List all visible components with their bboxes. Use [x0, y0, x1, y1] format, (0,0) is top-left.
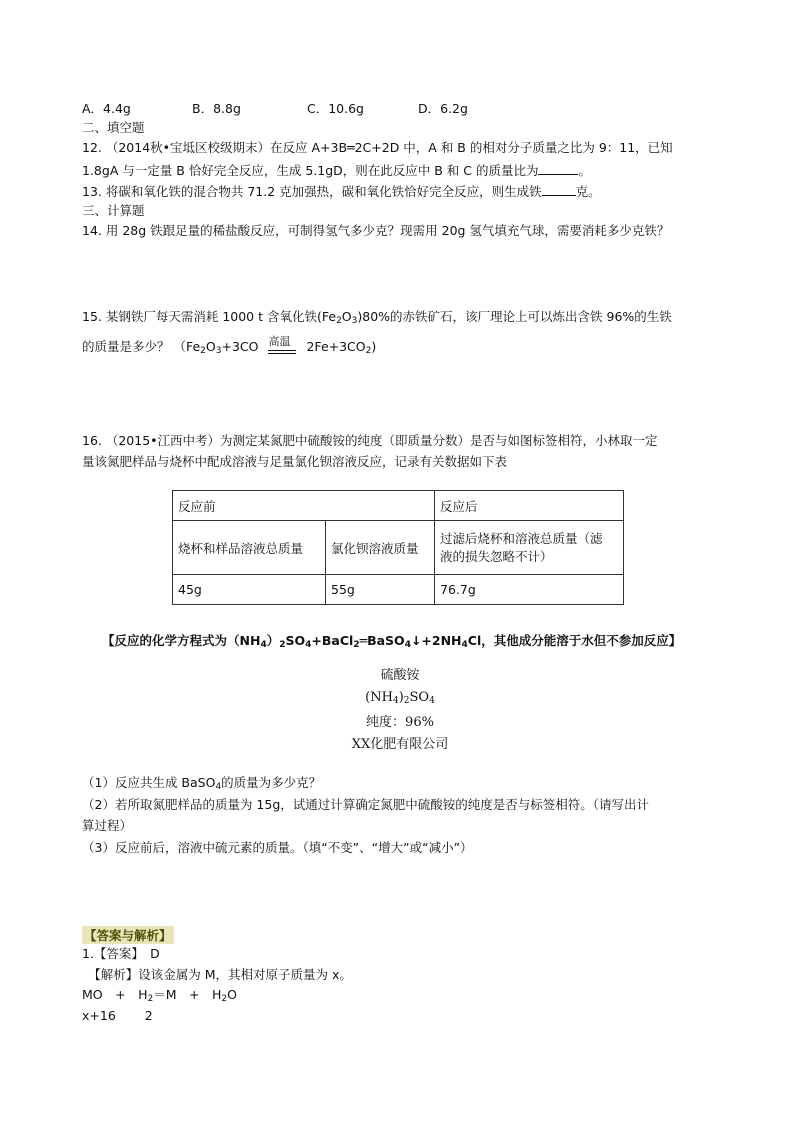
condition-bar [268, 350, 296, 351]
q12-end: 。 [578, 163, 591, 178]
formula-part: (NH [365, 690, 393, 705]
table-cell: 45g [173, 575, 326, 605]
answer-1: 1.【答案】 D [82, 946, 160, 961]
table-cell: 氯化钡溶液质量 [326, 521, 435, 575]
label-purity: 纯度：96% [366, 715, 434, 730]
subscript: 2 [221, 994, 228, 1004]
answer-blank[interactable] [542, 181, 576, 196]
eq-part: SO [285, 633, 306, 648]
q15-text-e: O [205, 339, 216, 354]
reaction-condition [268, 336, 296, 354]
reaction-equation [102, 632, 681, 654]
subscript: 4 [429, 696, 435, 706]
label-company: XX化肥有限公司 [351, 737, 449, 752]
cell-line: 过滤后烧杯和溶液总质量（滤 [440, 530, 603, 546]
table-cell: 烧杯和样品溶液总质量 [173, 521, 326, 575]
q15-text-a: 15. 某钢铁厂每天需消耗 1000 t 含氧化铁(Fe [82, 309, 337, 324]
q15-text-f: +3CO [221, 339, 259, 354]
table-cell [435, 521, 624, 575]
eq-part: 【反应的化学方程式为（NH [102, 633, 261, 648]
table-cell: 55g [326, 575, 435, 605]
cell-line: 液的损失忽略不计） [440, 548, 553, 564]
table-cell: 76.7g [435, 575, 624, 605]
eq-part: ↓+2NH [410, 633, 462, 648]
subscript: 2 [279, 640, 286, 650]
q13-end: 克。 [575, 184, 601, 199]
subscript: 4 [461, 640, 468, 650]
q16-sub2-line2: 算过程） [82, 818, 133, 833]
eq-part: Cl，其他成分能溶于水但不参加反应】 [467, 633, 682, 648]
table-header-before: 反应前 [173, 491, 435, 521]
subscript: 4 [260, 640, 267, 650]
option-d: D．6.2g [418, 101, 468, 116]
q12-line2 [82, 160, 591, 180]
condition-text: 高温 [268, 335, 291, 348]
eq-part: O [227, 987, 237, 1002]
q13-line [82, 181, 601, 201]
subscript: 2 [365, 346, 372, 356]
q15-text-d: 的质量是多少？ （Fe [82, 339, 201, 354]
option-b: B．8.8g [192, 101, 241, 116]
formula-part: ) [398, 690, 404, 705]
fertilizer-label [330, 665, 470, 756]
subscript: 3 [215, 346, 222, 356]
q15-line2 [82, 335, 377, 360]
subscript: 4 [305, 640, 312, 650]
subscript: 3 [351, 316, 358, 326]
q15-text-h: ) [371, 339, 377, 354]
answer-blank[interactable] [538, 160, 578, 175]
option-c: C．10.6g [307, 101, 364, 116]
q14-line: 14. 用 28g 铁跟足量的稀盐酸反应，可制得氢气多少克？现需用 20g 氢气填充气球，需要消耗多少克铁？ [82, 223, 670, 238]
section-heading-fill-blank: 二、填空题 [82, 120, 145, 135]
subscript: 2 [200, 346, 206, 356]
subscript: 4 [392, 696, 399, 706]
answer-1-analysis: 【解析】设该金属为 M，其相对原子质量为 x。 [82, 967, 352, 982]
eq-part: ═BaSO [359, 633, 405, 648]
subscript: 2 [353, 640, 360, 650]
q13-text: 13. 将碳和氧化铁的混合物共 71.2 克加强热，碳和氧化铁恰好完全反应，则生成铁 [82, 184, 542, 199]
subscript: 4 [404, 640, 411, 650]
option-a: A．4.4g [82, 101, 131, 116]
label-formula [330, 687, 470, 712]
q16-line2: 量该氮肥样品与烧杯中配成溶液与足量氯化钡溶液反应，记录有关数据如下表 [82, 454, 508, 469]
eq-part: +BaCl [311, 633, 354, 648]
subscript: 2 [403, 696, 410, 706]
eq-part: ＝M + H [153, 987, 222, 1002]
q15-text-c: )80%的赤铁矿石，该厂理论上可以炼出含铁 96%的生铁 [357, 309, 672, 324]
q15-text-g: 2Fe+3CO [306, 339, 366, 354]
q16-sub2-line1: （2）若所取氮肥样品的质量为 15g，试通过计算确定氮肥中硫酸铵的纯度是否与标签相符。（请写出计 [82, 797, 650, 812]
q12-text: 1.8gA 与一定量 B 恰好完全反应，生成 5.1gD，则在此反应中 B 和 C 的质量比为 [82, 163, 539, 178]
q16-sub3: （3）反应前后，溶液中硫元素的质量。（填“不变”、“增大”或“减小”） [82, 840, 473, 855]
condition-bar [268, 353, 296, 354]
table-header-after: 反应后 [435, 491, 624, 521]
answer-1-mass-line: x+16 2 [82, 1008, 153, 1023]
q15-line1 [82, 308, 672, 330]
q16-sub1 [82, 774, 321, 796]
q15-text-b: O [341, 309, 352, 324]
subscript: 2 [336, 316, 342, 326]
sub1-text: （1）反应共生成 BaSO [82, 775, 216, 790]
data-table [172, 490, 624, 605]
eq-part: MO + H [82, 987, 148, 1002]
q12-line1: 12. （2014秋•宝坻区校级期末）在反应 A+3B═2C+2D 中，A 和 B 的相对分子质量之比为 9：11，已知 [82, 140, 673, 155]
subscript: 4 [215, 782, 222, 792]
answer-1-equation [82, 986, 237, 1008]
section-heading-calculation: 三、计算题 [82, 203, 145, 218]
eq-part: ） [266, 633, 280, 648]
q16-line1: 16. （2015•江西中考）为测定某氮肥中硫酸铵的纯度（即质量分数）是否与如图标签相符，小林取一定 [82, 433, 658, 448]
label-name: 硫酸铵 [380, 668, 420, 683]
subscript: 2 [147, 994, 154, 1004]
formula-part: SO [409, 690, 430, 705]
sub1-text-b: 的质量为多少克？ [221, 775, 322, 790]
answers-heading: 【答案与解析】 [84, 928, 172, 943]
